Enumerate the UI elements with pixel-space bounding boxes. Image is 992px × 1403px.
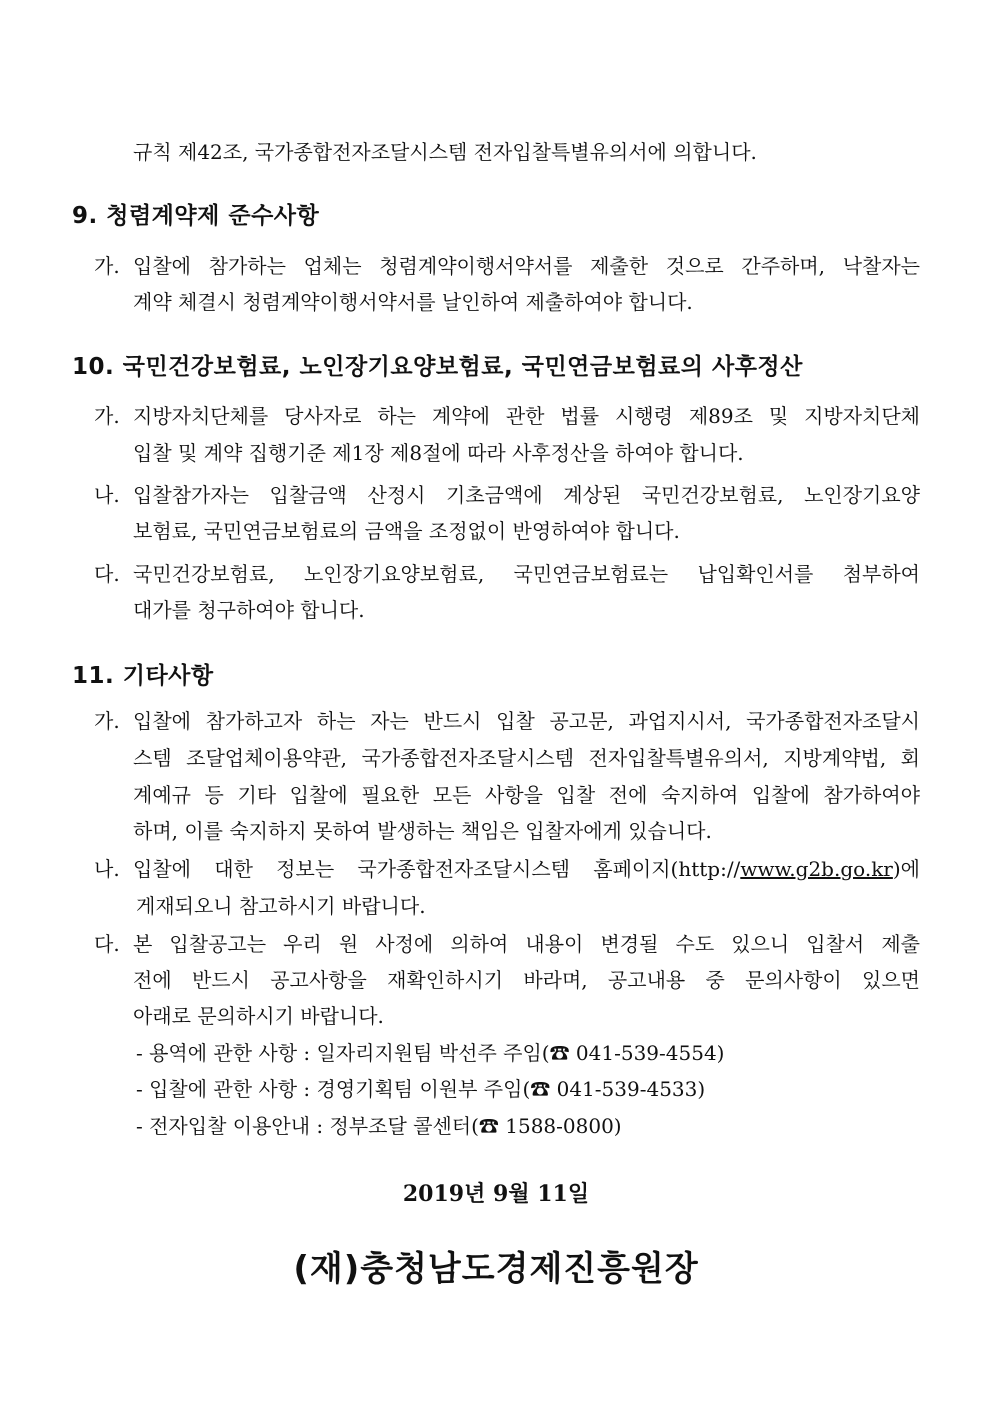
item-na-text: 입찰에 대한 정보는 국가종합전자조달시스템 홈페이지(http:// [133,857,741,881]
item-marker: 다. [94,932,120,956]
section-10-item-na-line-2: 보험료, 국민연금보험료의 금액을 조정없이 반영하여야 합니다. [133,519,680,543]
contact-line [136,1076,705,1102]
phone-icon: ☎ [530,1077,551,1101]
item-marker: 가. [94,254,120,278]
contact-number: 041-539-4533) [550,1077,706,1101]
section-10-item-da-line-1: 국민건강보험료, 노인장기요양보험료, 국민연금보험료는 납입확인서를 첨부하여 [133,562,920,586]
contact-number: 1588-0800) [498,1114,622,1138]
item-marker: 가. [94,709,120,733]
g2b-link[interactable]: www.g2b.go.kr [740,857,893,881]
section-11-item-na-line-2: 게재되오니 참고하시기 바랍니다. [136,894,426,918]
contact-line [136,1113,622,1139]
item-marker: 다. [94,562,120,586]
section-11-item-na-line-1 [133,856,920,882]
document-date: 2019년 9월 11일 [402,1181,590,1207]
section-10-item-da-line-2: 대가를 청구하여야 합니다. [133,598,365,622]
section-11-item-ga-line-1: 입찰에 참가하고자 하는 자는 반드시 입찰 공고문, 과업지시서, 국가종합전자조달시 [133,709,920,733]
phone-icon: ☎ [549,1041,570,1065]
item-na-text-suffix: )에 [892,857,920,881]
section-9-item-ga-line-1: 입찰에 참가하는 업체는 청렴계약이행서약서를 제출한 것으로 간주하며, 낙찰자는 [133,254,920,278]
organization-signature: (재)충청남도경제진흥원장 [293,1249,699,1289]
section-9-item-ga-line-2: 계약 체결시 청렴계약이행서약서를 날인하여 제출하여야 합니다. [133,290,693,314]
item-marker: 나. [94,483,120,507]
section-11-item-ga-line-2: 스템 조달업체이용약관, 국가종합전자조달시스템 전자입찰특별유의서, 지방계약법, 회 [133,746,920,770]
section-11-item-da-line-1: 본 입찰공고는 우리 원 사정에 의하여 내용이 변경될 수도 있으니 입찰서 제출 [133,932,920,956]
section-9-heading: 9. 청렴계약제 준수사항 [72,203,320,229]
contact-label: - 용역에 관한 사항 : 일자리지원팀 박선주 주임( [136,1041,550,1065]
section-11-item-da-line-3: 아래로 문의하시기 바랍니다. [133,1004,384,1028]
contact-line [136,1040,724,1066]
section-11-item-ga-line-4: 하며, 이를 숙지하지 못하여 발생하는 책임은 입찰자에게 있습니다. [133,819,712,843]
section-11-item-ga-line-3: 계예규 등 기타 입찰에 필요한 모든 사항을 입찰 전에 숙지하여 입찰에 참가하여야 [133,783,920,807]
phone-icon: ☎ [478,1114,499,1138]
section-10-item-na-line-1: 입찰참가자는 입찰금액 산정시 기초금액에 계상된 국민건강보험료, 노인장기요양 [133,483,920,507]
section-10-heading: 10. 국민건강보험료, 노인장기요양보험료, 국민연금보험료의 사후정산 [72,354,803,380]
section-11-item-da-line-2: 전에 반드시 공고사항을 재확인하시기 바라며, 공고내용 중 문의사항이 있으면 [133,968,920,992]
section-10-item-ga-line-1: 지방자치단체를 당사자로 하는 계약에 관한 법률 시행령 제89조 및 지방자치단체 [133,404,920,428]
contact-label: - 전자입찰 이용안내 : 정부조달 콜센터( [136,1114,479,1138]
item-marker: 나. [94,857,120,881]
intro-line: 규칙 제42조, 국가종합전자조달시스템 전자입찰특별유의서에 의합니다. [133,140,757,164]
contact-number: 041-539-4554) [569,1041,725,1065]
section-11-heading: 11. 기타사항 [72,663,214,689]
item-marker: 가. [94,404,120,428]
section-10-item-ga-line-2: 입찰 및 계약 집행기준 제1장 제8절에 따라 사후정산을 하여야 합니다. [133,441,744,465]
contact-label: - 입찰에 관한 사항 : 경영기획팀 이원부 주임( [136,1077,531,1101]
